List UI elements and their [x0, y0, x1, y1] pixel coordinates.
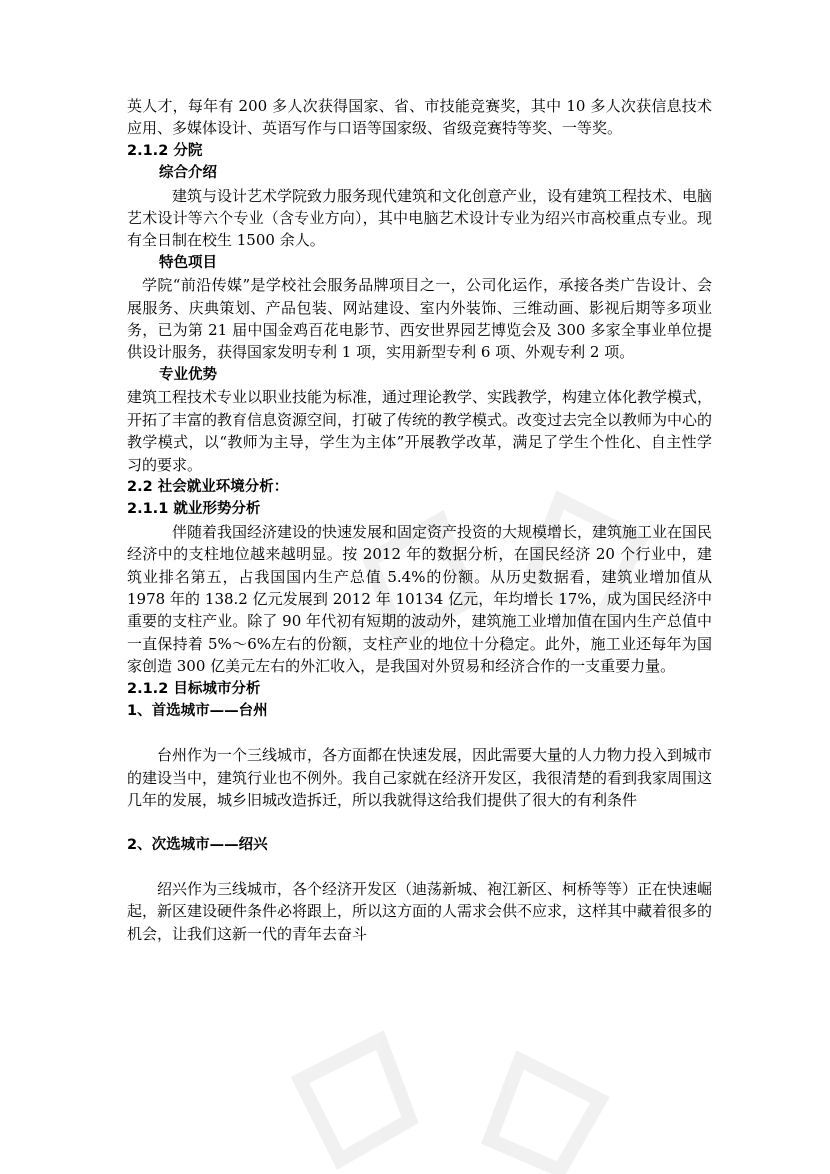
- paragraph-overview: 建筑与设计艺术学院致力服务现代建筑和文化创意产业，设有建筑工程技术、电脑艺术设计等六个专业（含专业方向），其中电脑艺术设计专业为绍兴市高校重点专业。现有全日制在校生 1500 余人。: [127, 186, 713, 250]
- spacer: [127, 856, 712, 878]
- subheading-advantage: 专业优势: [159, 366, 217, 383]
- subheading-feature: 特色项目: [159, 254, 217, 271]
- paragraph-employment: 伴随着我国经济建设的快速发展和固定资产投资的大规模增长，建筑施工业在国民经济中的支柱地位越来越明显。按 2012 年的数据分析，在国民经济 20 个行业中，建筑业排名第五，占我国国内生产总值 5.4%的份额。从历史数据看，建筑业增加值从 1978 年的 138.2 亿元发展到 2012 年 10134 亿元，年均增长 17%，成为国民经济中重要的支柱产业。除了 90 年代初有短期的波动外，建筑施工业增加值在国内生产总值中一直保持着 5%～6%左右的份额，支柱产业的地位十分稳定。此外，施工业还每年为国家创造 300 亿美元左右的外汇收入，是我国对外贸易和经济合作的一支重要力量。: [127, 522, 713, 676]
- paragraph-advantage: 建筑工程技术专业以职业技能为标准，通过理论教学、实践教学，构建立体化教学模式，开拓了丰富的教育信息资源空间，打破了传统的教学模式。改变过去完全以教师为中心的教学模式，以“教师为主导，学生为主体”开展教学改革，满足了学生个性化、自主性学习的要求。: [127, 388, 713, 474]
- document-page: [127, 95, 712, 945]
- spacer: [127, 812, 712, 834]
- paragraph-city-1: 台州作为一个三线城市，各方面都在快速发展，因此需要大量的人力物力投入到城市的建设当中，建筑行业也不例外。我自己家就在经济开发区，我很清楚的看到我家周围这几年的发展，城乡旧城改造拆迁，所以我就得这给我们提供了很大的有利条件: [127, 746, 713, 810]
- spacer: [127, 722, 712, 744]
- heading-city-2: 2、次选城市——绍兴: [127, 836, 268, 853]
- heading-2-2: 2.2 社会就业环境分析：: [127, 478, 289, 495]
- heading-2-1-1: 2.1.1 就业形势分析: [127, 501, 261, 518]
- heading-city-1: 1、首选城市——台州: [127, 702, 268, 719]
- heading-2-1-2-branch: 2.1.2 分院: [127, 142, 203, 159]
- heading-2-1-2-target: 2.1.2 目标城市分析: [127, 680, 261, 697]
- subheading-overview: 综合介绍: [159, 165, 217, 182]
- paragraph-feature: 学院“前沿传媒”是学校社会服务品牌项目之一，公司化运作，承接各类广告设计、会展服务、庆典策划、产品包装、网站建设、室内外装饰、三维动画、影视后期等多项业务，已为第 21 届中国金鸡百花电影节、西安世界园艺博览会及 300 多家全事业单位提供设计服务，获得国家发明专利 1 项，实用新型专利 6 项、外观专利 2 项。: [127, 276, 712, 362]
- paragraph-intro: 英人才，每年有 200 多人次获得国家、省、市技能竞赛奖，其中 10 多人次获信息技术应用、多媒体设计、英语写作与口语等国家级、省级竞赛特等奖、一等奖。: [127, 97, 712, 138]
- paragraph-city-2: 绍兴作为三线城市，各个经济开发区（迪荡新城、袍江新区、柯桥等等）正在快速崛起，新区建设硬件条件必将跟上，所以这方面的人需求会供不应求，这样其中藏着很多的机会，让我们这新一代的青年去奋斗: [127, 880, 713, 943]
